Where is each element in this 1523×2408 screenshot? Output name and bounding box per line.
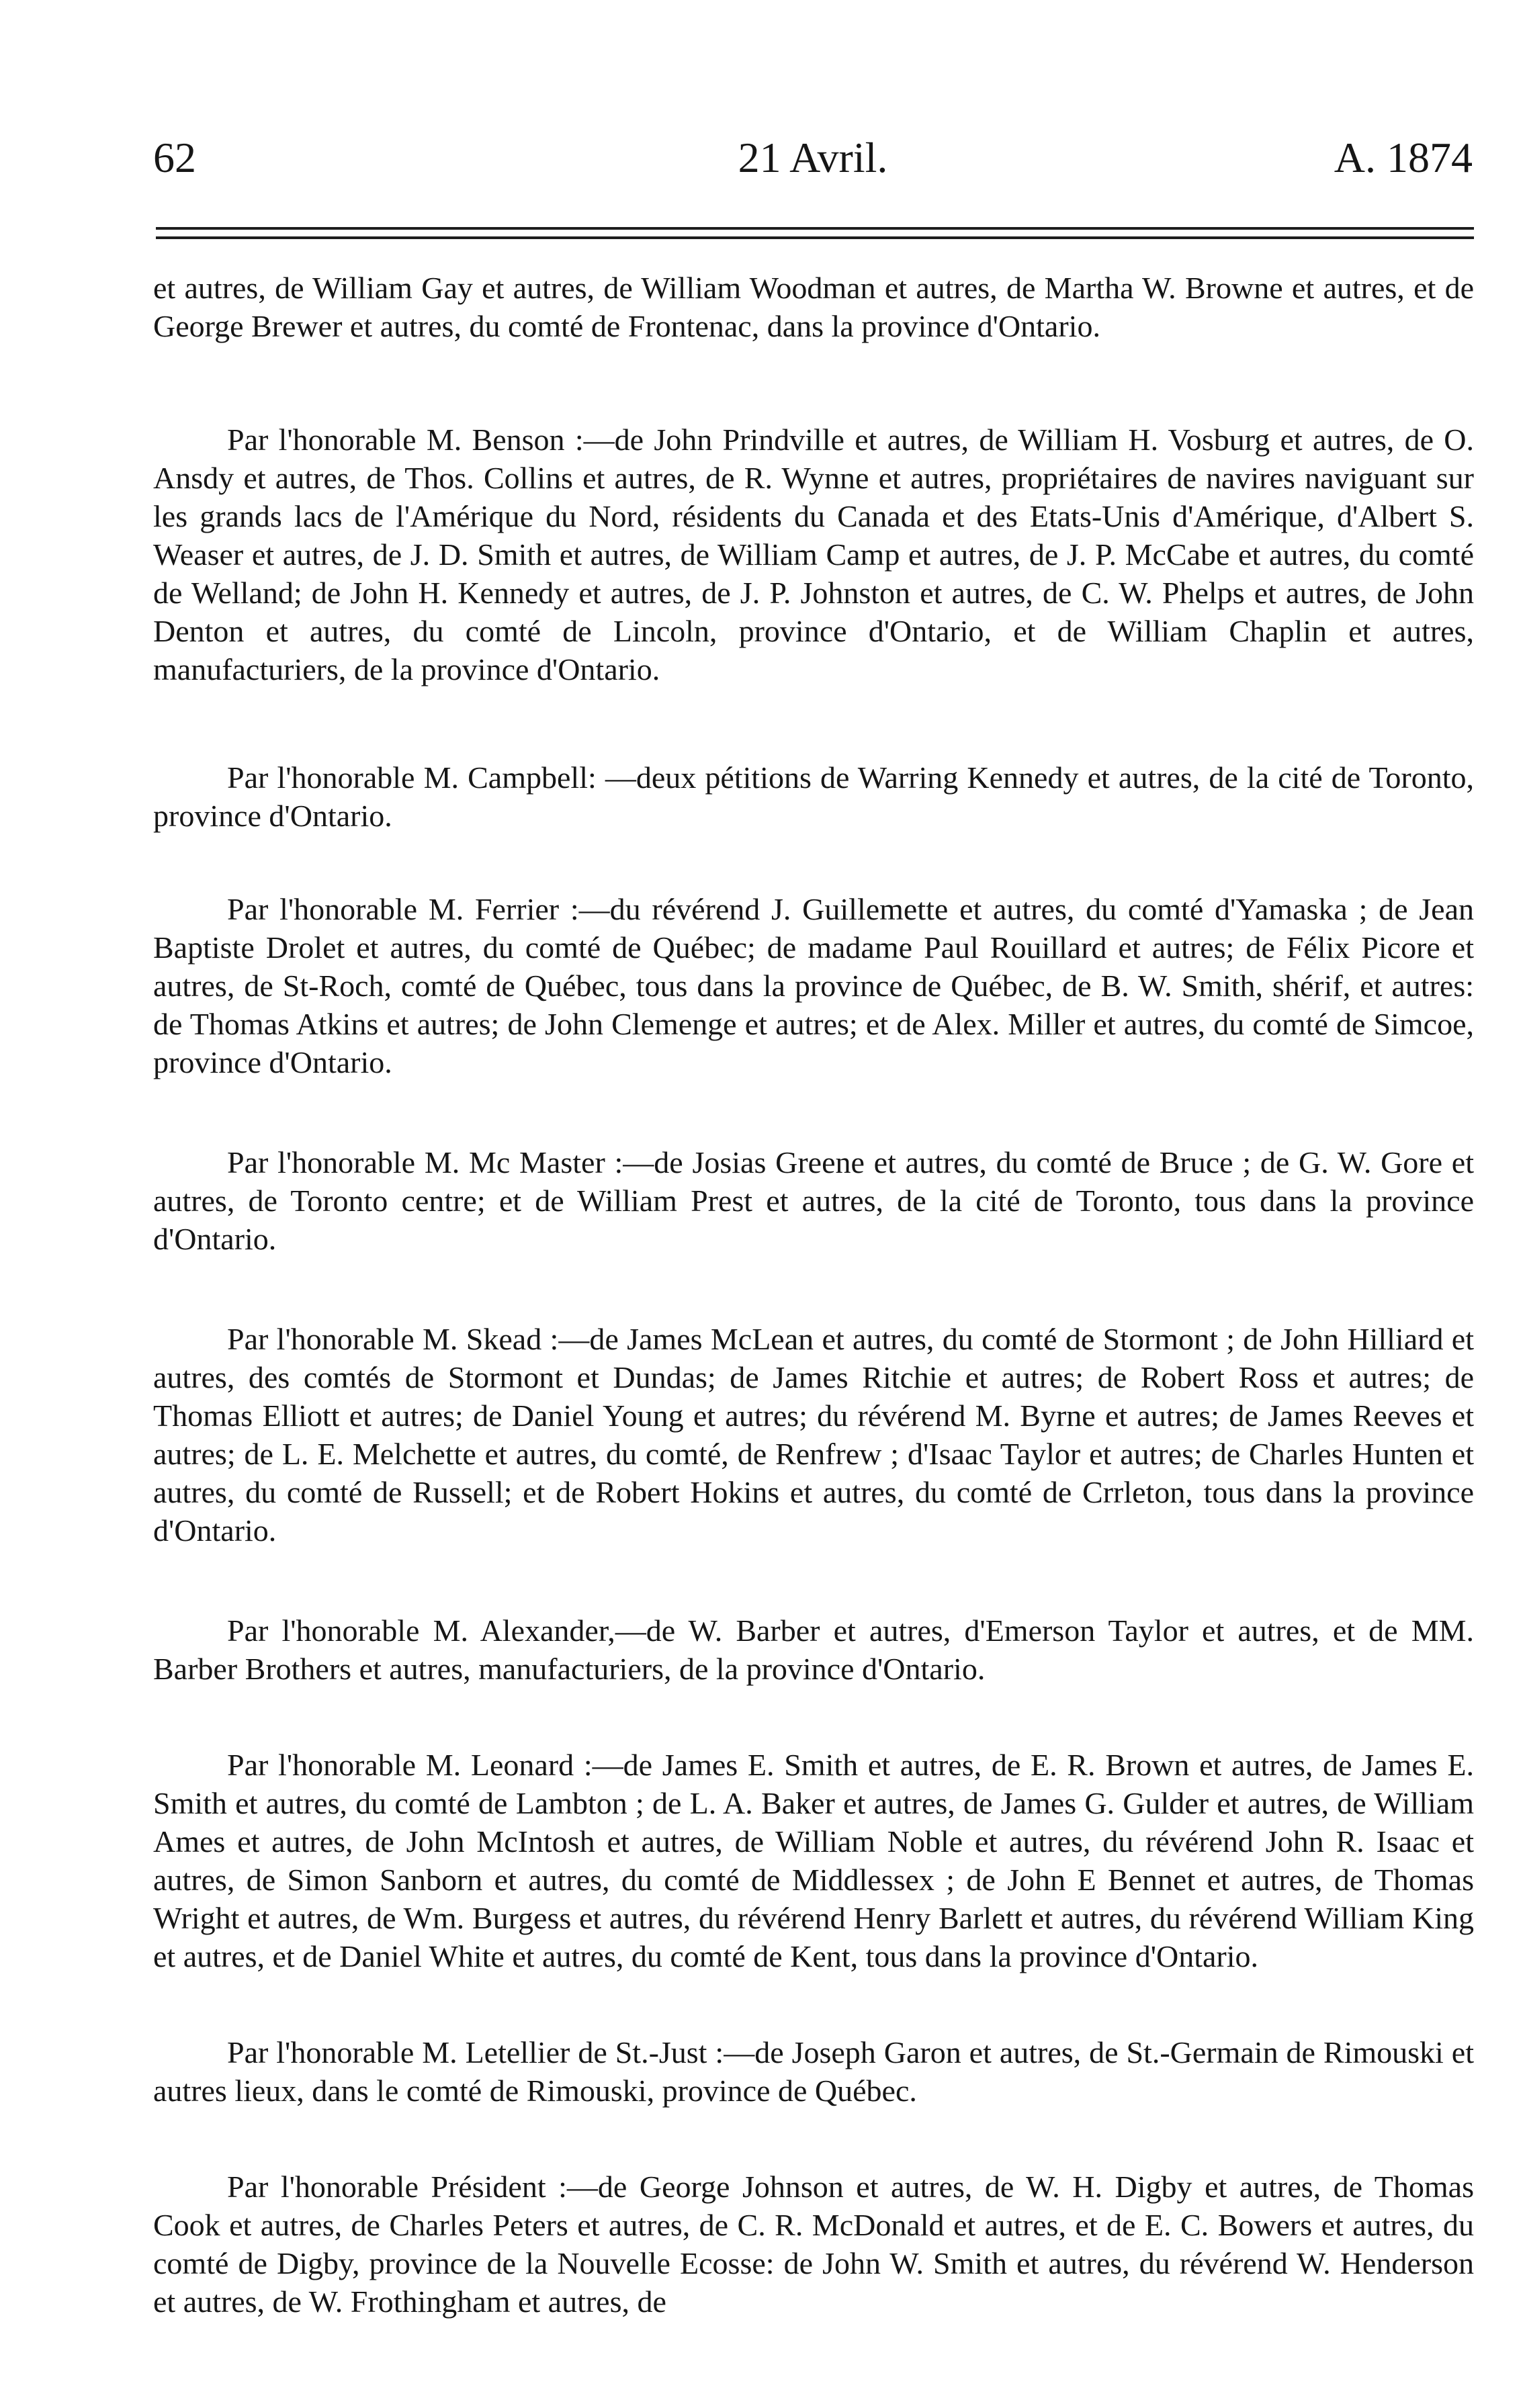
page-year: A. 1874 <box>1334 134 1473 181</box>
paragraph-letellier: Par l'honorable M. Letellier de St.-Just :—de Joseph Garon et autres, de St.-Germain de Rimouski et autres lieux, dans le comté de Rimouski, province de Québec. <box>153 2035 1474 2108</box>
paragraph-alexander: Par l'honorable M. Alexander,—de W. Barber et autres, d'Emerson Taylor et autres, et de MM. Barber Brothers et autres, manufacturiers, de la province d'Ontario. <box>153 1613 1474 1686</box>
paragraph-ferrier: Par l'honorable M. Ferrier :—du révérend J. Guillemette et autres, du comté d'Yamaska ; de Jean Baptiste Drolet et autres, du comté de Québec; de madame Paul Rouillard et autres; de Félix Picore et autres, de St-Roch, comté de Québec, tous dans la province de Québec, de B. W. Smith, shérif, et autres: de Thomas Atkins et autres; de John Clemenge et autres; et de Alex. Miller et autres, du comté de Simcoe, province d'Ontario. <box>153 892 1474 1079</box>
page-date: 21 Avril. <box>738 134 888 181</box>
header-rule-bottom <box>156 236 1474 239</box>
body-text <box>153 269 1474 2360</box>
header-rule-top <box>156 227 1474 230</box>
paragraph-campbell: Par l'honorable M. Campbell: —deux pétitions de Warring Kennedy et autres, de la cité de Toronto, province d'Ontario. <box>153 760 1474 833</box>
page-number: 62 <box>153 134 196 181</box>
paragraph-benson: Par l'honorable M. Benson :—de John Prindville et autres, de William H. Vosburg et autres, de O. Ansdy et autres, de Thos. Collins et autres, de R. Wynne et autres, propriétaires de navires naviguant sur les grands lacs de l'Amérique du Nord, résidents du Canada et des Etats-Unis d'Amérique, d'Albert S. Weaser et autres, de J. D. Smith et autres, de William Camp et autres, de J. P. McCabe et autres, du comté de Welland; de John H. Kennedy et autres, de J. P. Johnston et autres, de C. W. Phelps et autres, de John Denton et autres, du comté de Lincoln, province d'Ontario, et de William Chaplin et autres, manufacturiers, de la province d'Ontario. <box>153 422 1474 686</box>
paragraph-mcmaster: Par l'honorable M. Mc Master :—de Josias Greene et autres, du comté de Bruce ; de G. W. Gore et autres, de Toronto centre; et de William Prest et autres, de la cité de Toronto, tous dans la province d'Ontario. <box>153 1145 1474 1256</box>
paragraph-continuation: et autres, de William Gay et autres, de William Woodman et autres, de Martha W. Browne et autres, et de George Brewer et autres, du comté de Frontenac, dans la province d'Ontario. <box>153 271 1474 343</box>
paragraph-president: Par l'honorable Président :—de George Johnson et autres, de W. H. Digby et autres, de Thomas Cook et autres, de Charles Peters et autres, de C. R. McDonald et autres, et de E. C. Bowers et autres, du comté de Digby, province de la Nouvelle Ecosse: de John W. Smith et autres, du révérend W. Henderson et autres, de W. Frothingham et autres, de <box>153 2170 1474 2319</box>
paragraph-skead: Par l'honorable M. Skead :—de James McLean et autres, du comté de Stormont ; de John Hilliard et autres, des comtés de Stormont et Dundas; de James Ritchie et autres; de Robert Ross et autres; de Thomas Elliott et autres; de Daniel Young et autres; du révérend M. Byrne et autres; de James Reeves et autres; de L. E. Melchette et autres, du comté, de Renfrew ; d'Isaac Taylor et autres; de Charles Hunten et autres, du comté de Russell; et de Robert Hokins et autres, du comté de Crrleton, tous dans la province d'Ontario. <box>153 1322 1474 1548</box>
paragraph-leonard: Par l'honorable M. Leonard :—de James E. Smith et autres, de E. R. Brown et autres, de James E. Smith et autres, du comté de Lambton ; de L. A. Baker et autres, de James G. Gulder et autres, de William Ames et autres, de John McIntosh et autres, de William Noble et autres, du révérend John R. Isaac et autres, de Simon Sanborn et autres, du comté de Middlessex ; de John E Bennet et autres, de Thomas Wright et autres, de Wm. Burgess et autres, du révérend Henry Barlett et autres, du révérend William King et autres, et de Daniel White et autres, du comté de Kent, tous dans la province d'Ontario. <box>153 1748 1474 1973</box>
page-header <box>153 133 1473 193</box>
